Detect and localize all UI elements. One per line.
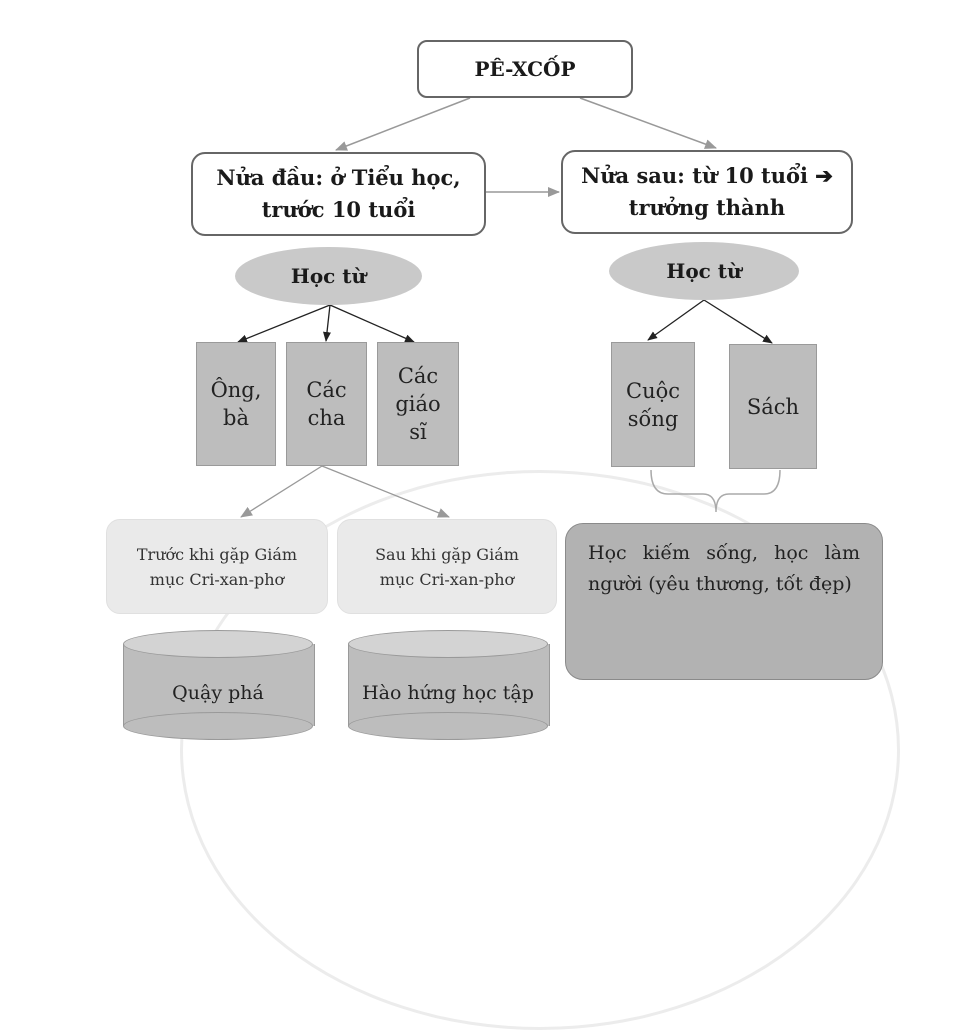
source-label: Các cha	[306, 378, 347, 430]
source-label: Ông, bà	[210, 378, 262, 430]
main-title: PÊ-XCỐP	[474, 57, 576, 81]
outcome-label: Quậy phá	[172, 682, 264, 704]
arrow-to-sach	[704, 300, 772, 343]
source-box-ong-ba	[196, 342, 276, 466]
left-learn-ellipse	[235, 247, 422, 305]
arrow-to-cuoc-song	[648, 300, 704, 340]
arrow-to-giao-si	[330, 305, 414, 342]
source-label: Cuộc sống	[626, 378, 680, 431]
right-half-heading: Nửa sau: từ 10 tuổi ➔ trưởng thành	[581, 163, 833, 220]
source-box-sach	[729, 344, 817, 469]
period-label: Trước khi gặp Giám mục Cri-xan-phơ	[136, 544, 298, 589]
arrow-to-ong-ba	[238, 305, 330, 342]
period-box-before	[106, 519, 328, 614]
left-half-heading: Nửa đầu: ở Tiểu học, trước 10 tuổi	[216, 165, 461, 222]
source-box-giao-si	[377, 342, 459, 466]
period-label: Sau khi gặp Giám mục Cri-xan-phơ	[375, 544, 519, 589]
right-half-box	[561, 150, 853, 234]
outcome-cylinder-after	[348, 630, 548, 740]
source-box-cac-cha	[286, 342, 367, 466]
outcome-label: Hào hứng học tập	[362, 682, 534, 704]
period-box-after	[337, 519, 557, 614]
left-learn-label: Học từ	[290, 264, 367, 288]
left-half-box	[191, 152, 486, 236]
source-box-cuoc-song	[611, 342, 695, 467]
result-box	[565, 523, 883, 680]
arrow-title-to-left	[336, 98, 470, 150]
right-learn-label: Học từ	[666, 259, 742, 283]
result-text: Học kiếm sống, học làm người (yêu thương, tốt đẹp)	[588, 542, 860, 595]
arrow-title-to-right	[580, 98, 716, 148]
outcome-cylinder-before	[123, 630, 313, 740]
right-learn-ellipse	[609, 242, 799, 300]
source-label: Các giáo sĩ	[395, 364, 441, 444]
arrow-to-cac-cha	[326, 305, 330, 341]
source-label: Sách	[746, 394, 800, 419]
main-title-box	[417, 40, 633, 98]
arrow-to-truoc	[241, 466, 322, 517]
